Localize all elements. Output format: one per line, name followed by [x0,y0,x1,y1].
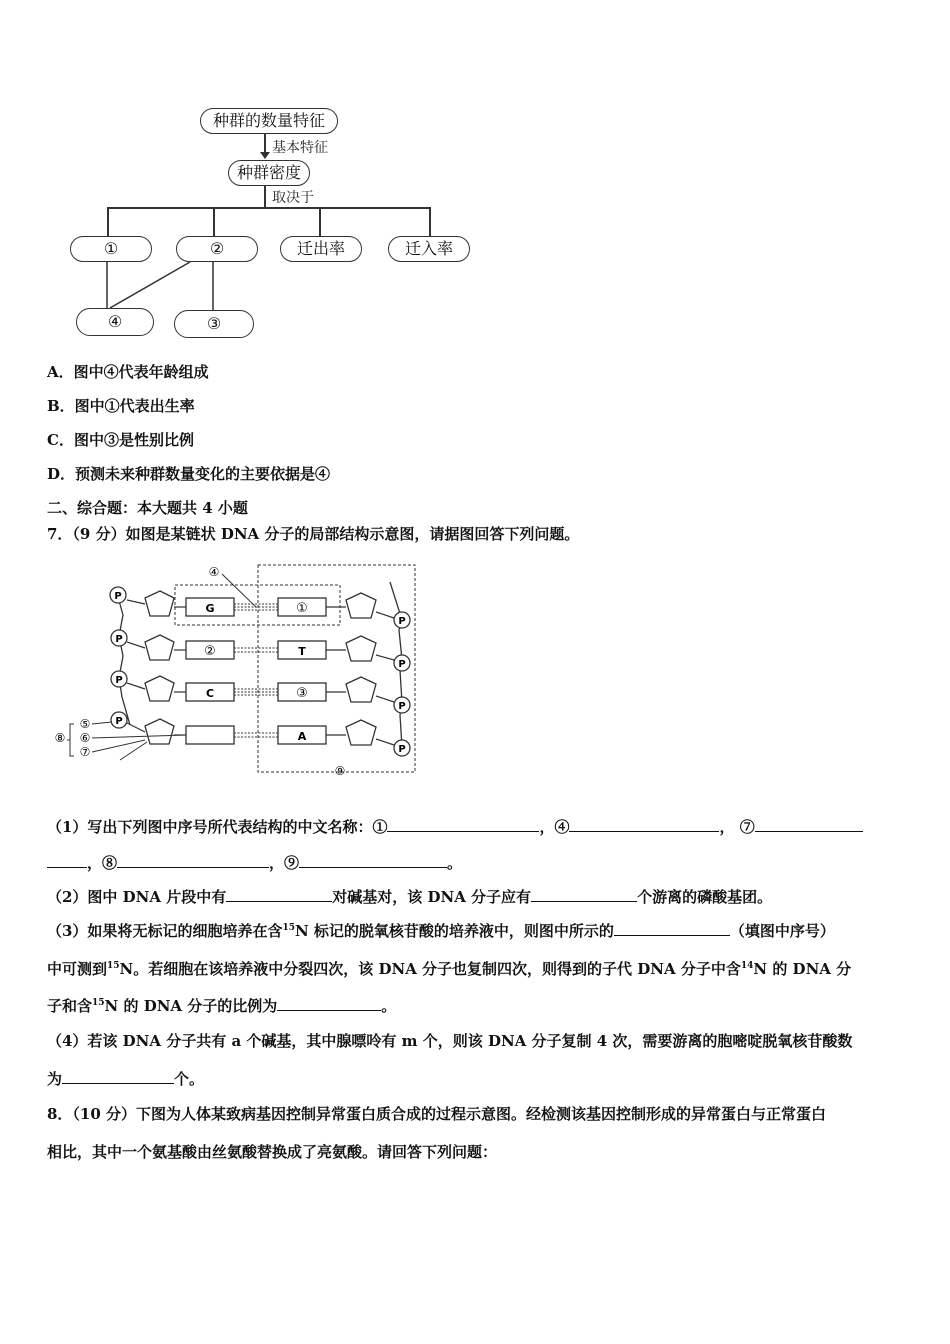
node-3: ③ [174,310,254,338]
q7-part3-line2: 中可测到$^{15}$N。若细胞在该培养液中分裂四次，该 DNA 分子也复制四次，则得到的子代 DNA 分子中含$^{14}$N 的 DNA 分 [47,960,852,978]
answer-blank-position[interactable] [614,921,730,936]
label-6: ⑥ [79,731,91,745]
option-d: D．预测未来种群数量变化的主要依据是④ [47,465,331,483]
label-5: ⑤ [79,717,91,731]
node-immigration: 迁入率 [388,236,470,262]
q7-stem: 7．（9 分）如图是某链状 DNA 分子的局部结构示意图，请据图回答下列问题。 [47,525,580,543]
q7-part3-line3: 子和含$^{15}$N 的 DNA 分子的比例为 。 [47,997,397,1015]
label-4: ④ [208,565,220,579]
q7-part4-line2: 为 个。 [47,1070,205,1088]
base-t: T [298,645,306,658]
q7-part2: （2）图中 DNA 片段中有 对碱基对，该 DNA 分子应有 个游离的磷酸基团。 [47,888,773,906]
q7-part4-line1: （4）若该 DNA 分子共有 a 个碱基，其中腺嘌呤有 m 个，则该 DNA 分子复制 4 次，需要游离的胞嘧啶脱氧核苷酸数 [47,1032,853,1050]
q7-part1-line1: （1）写出下列图中序号所代表结构的中文名称：① ，④ ， ⑦ [47,816,863,837]
answer-blank-pairs[interactable] [226,887,332,902]
q8-stem-line2: 相比，其中一个氨基酸由丝氨酸替换成了亮氨酸。请回答下列问题： [47,1143,498,1161]
connector-lines [0,0,480,340]
node-2: ② [176,236,258,262]
answer-blank-phosphate[interactable] [531,887,637,902]
node-population-density: 种群密度 [228,160,310,186]
phosphate-label: P [398,616,406,627]
edge-label-basic: 基本特征 [272,140,328,156]
node-emigration: 迁出率 [280,236,362,262]
option-c: C．图中③是性别比例 [47,431,194,449]
phosphate-label: P [115,634,123,645]
option-a: A．图中④代表年龄组成 [47,363,209,381]
answer-blank-4[interactable] [569,817,719,832]
node-1: ① [70,236,152,262]
answer-blank-7-cont[interactable] [47,853,87,868]
base-2: ② [204,644,216,659]
q8-stem-line1: 8．（10 分）下图为人体某致病基因控制异常蛋白质合成的过程示意图。经检测该基因控制形成的异常蛋白与正常蛋白 [47,1105,827,1123]
node-population-features: 种群的数量特征 [200,108,338,134]
base-c: C [205,687,215,700]
label-9: ⑨ [334,764,346,778]
node-4: ④ [76,308,154,336]
phosphate-label: P [398,744,406,755]
option-b: B．图中①代表出生率 [47,397,195,415]
dna-diagram [50,560,430,782]
edge-label-depends: 取决于 [272,190,314,206]
answer-blank-7[interactable] [755,817,863,832]
q7-part1-line2: ，⑧ ，⑨ 。 [47,852,462,873]
answer-blank-1[interactable] [387,817,539,832]
base-3: ③ [296,686,308,701]
phosphate-label: P [398,659,406,670]
phosphate-label: P [114,591,122,602]
answer-blank-8[interactable] [117,853,269,868]
base-a: A [297,730,307,743]
q7-part3-line1: （3）如果将无标记的细胞培养在含$^{15}$N 标记的脱氧核苷酸的培养液中，则图中所示的 （填图中序号） [47,922,835,940]
label-7: ⑦ [79,745,91,759]
answer-blank-9[interactable] [299,853,447,868]
section-heading: 二、综合题：本大题共 4 小题 [47,499,248,517]
phosphate-label: P [115,716,123,727]
phosphate-label: P [115,675,123,686]
label-8: ⑧ [54,731,66,745]
answer-blank-ratio[interactable] [277,996,381,1011]
base-g: G [205,602,215,615]
answer-blank-cytosine[interactable] [62,1069,174,1084]
phosphate-label: P [398,701,406,712]
base-1: ① [296,601,308,616]
